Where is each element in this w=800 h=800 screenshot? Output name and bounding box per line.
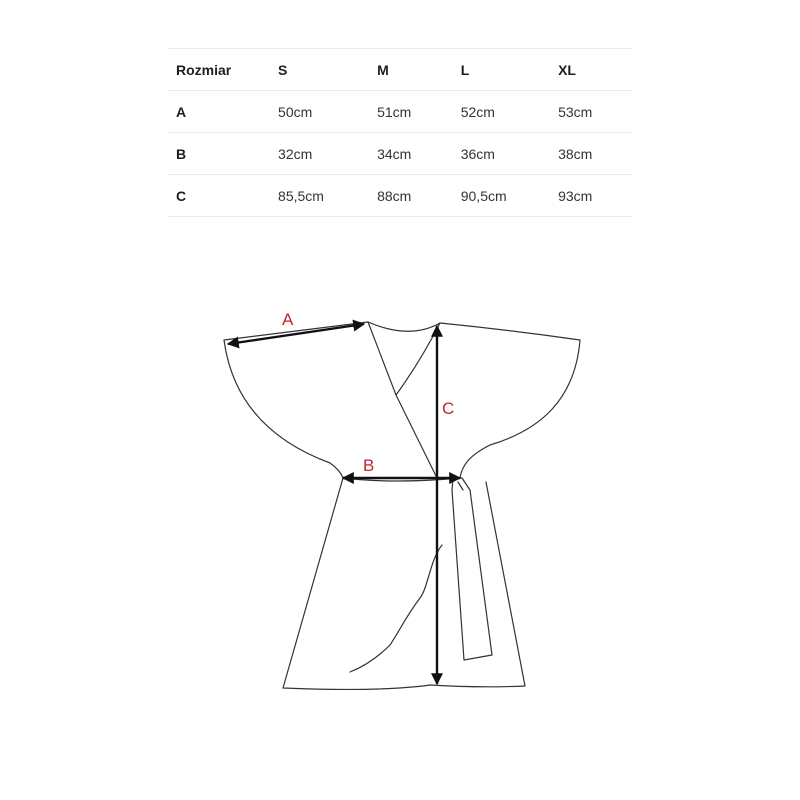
table-cell: 34cm: [369, 133, 453, 175]
row-label-a: A: [168, 91, 270, 133]
header-size-label: Rozmiar: [168, 49, 270, 91]
right-sleeve-outline: [440, 323, 580, 478]
header-size-l: L: [453, 49, 550, 91]
table-cell: 32cm: [270, 133, 369, 175]
skirt-outline: [283, 478, 525, 689]
table-cell: 88cm: [369, 175, 453, 217]
table-cell: 50cm: [270, 91, 369, 133]
measurement-labels: [282, 310, 454, 475]
wrap-collar-outline: [368, 322, 440, 478]
measure-label-c: C: [442, 399, 455, 418]
header-size-m: M: [369, 49, 453, 91]
belt-tie-outline: [452, 478, 492, 660]
measurement-arrows: [228, 324, 460, 684]
belt-tie-inner: [458, 482, 463, 490]
left-sleeve-outline: [224, 322, 440, 478]
row-label-c: C: [168, 175, 270, 217]
table-cell: 85,5cm: [270, 175, 369, 217]
measure-label-a: A: [282, 310, 294, 329]
table-cell: 51cm: [369, 91, 453, 133]
garment-outline: [224, 322, 580, 689]
table-cell: 53cm: [550, 91, 632, 133]
table-cell: 93cm: [550, 175, 632, 217]
table-cell: 38cm: [550, 133, 632, 175]
wrap-overlap-outline: [350, 545, 442, 672]
header-size-s: S: [270, 49, 369, 91]
measure-label-b: B: [363, 456, 375, 475]
row-label-b: B: [168, 133, 270, 175]
table-cell: 90,5cm: [453, 175, 550, 217]
table-cell: 36cm: [453, 133, 550, 175]
table-cell: 52cm: [453, 91, 550, 133]
measure-arrow-a: [228, 324, 364, 344]
header-size-xl: XL: [550, 49, 632, 91]
